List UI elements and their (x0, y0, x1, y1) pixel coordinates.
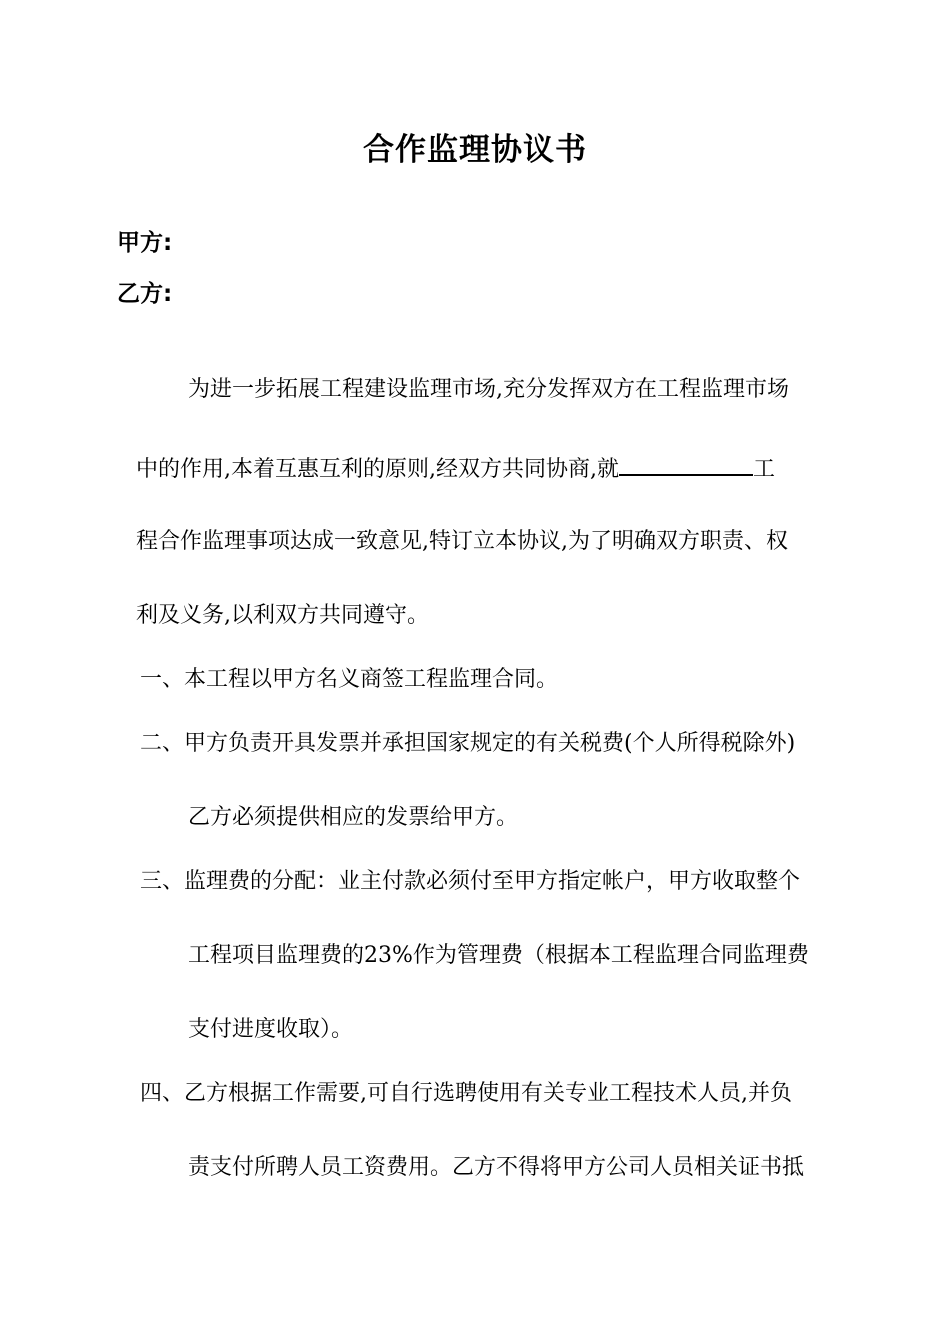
party-b-label: 乙方: (117, 281, 173, 307)
intro-line-4: 利及义务,以利双方共同遵守。 (136, 603, 429, 628)
clause-2-line-2: 乙方必须提供相应的发票给甲方。 (188, 805, 519, 830)
project-name-blank (619, 452, 753, 476)
document-title: 合作监理协议书 (363, 132, 587, 168)
clause-3-line-3: 支付进度收取）。 (188, 1017, 354, 1042)
clause-1-line-1: 一、本工程以甲方名义商签工程监理合同。 (140, 667, 559, 692)
party-a-label: 甲方: (117, 230, 173, 256)
clause-4-line-1: 四、乙方根据工作需要,可自行选聘使用有关专业工程技术人员,并负 (140, 1081, 792, 1106)
intro-line-2 (136, 452, 775, 485)
intro-line-3: 程合作监理事项达成一致意见,特订立本协议,为了明确双方职责、权 (136, 529, 788, 554)
intro-line-2-tail: 工 (752, 457, 775, 482)
intro-line-2-text: 中的作用,本着互惠互利的原则,经双方共同协商,就 (136, 457, 619, 482)
clause-2-line-1: 二、甲方负责开具发票并承担国家规定的有关税费(个人所得税除外) (140, 731, 796, 756)
clause-3-line-1: 三、监理费的分配：业主付款必须付至甲方指定帐户，甲方收取整个 (140, 869, 801, 894)
clause-3-line-2: 工程项目监理费的23%作为管理费（根据本工程监理合同监理费 (188, 943, 809, 968)
intro-line-1: 为进一步拓展工程建设监理市场,充分发挥双方在工程监理市场 (188, 377, 789, 402)
clause-4-line-2: 责支付所聘人员工资费用。乙方不得将甲方公司人员相关证书抵 (188, 1155, 805, 1180)
